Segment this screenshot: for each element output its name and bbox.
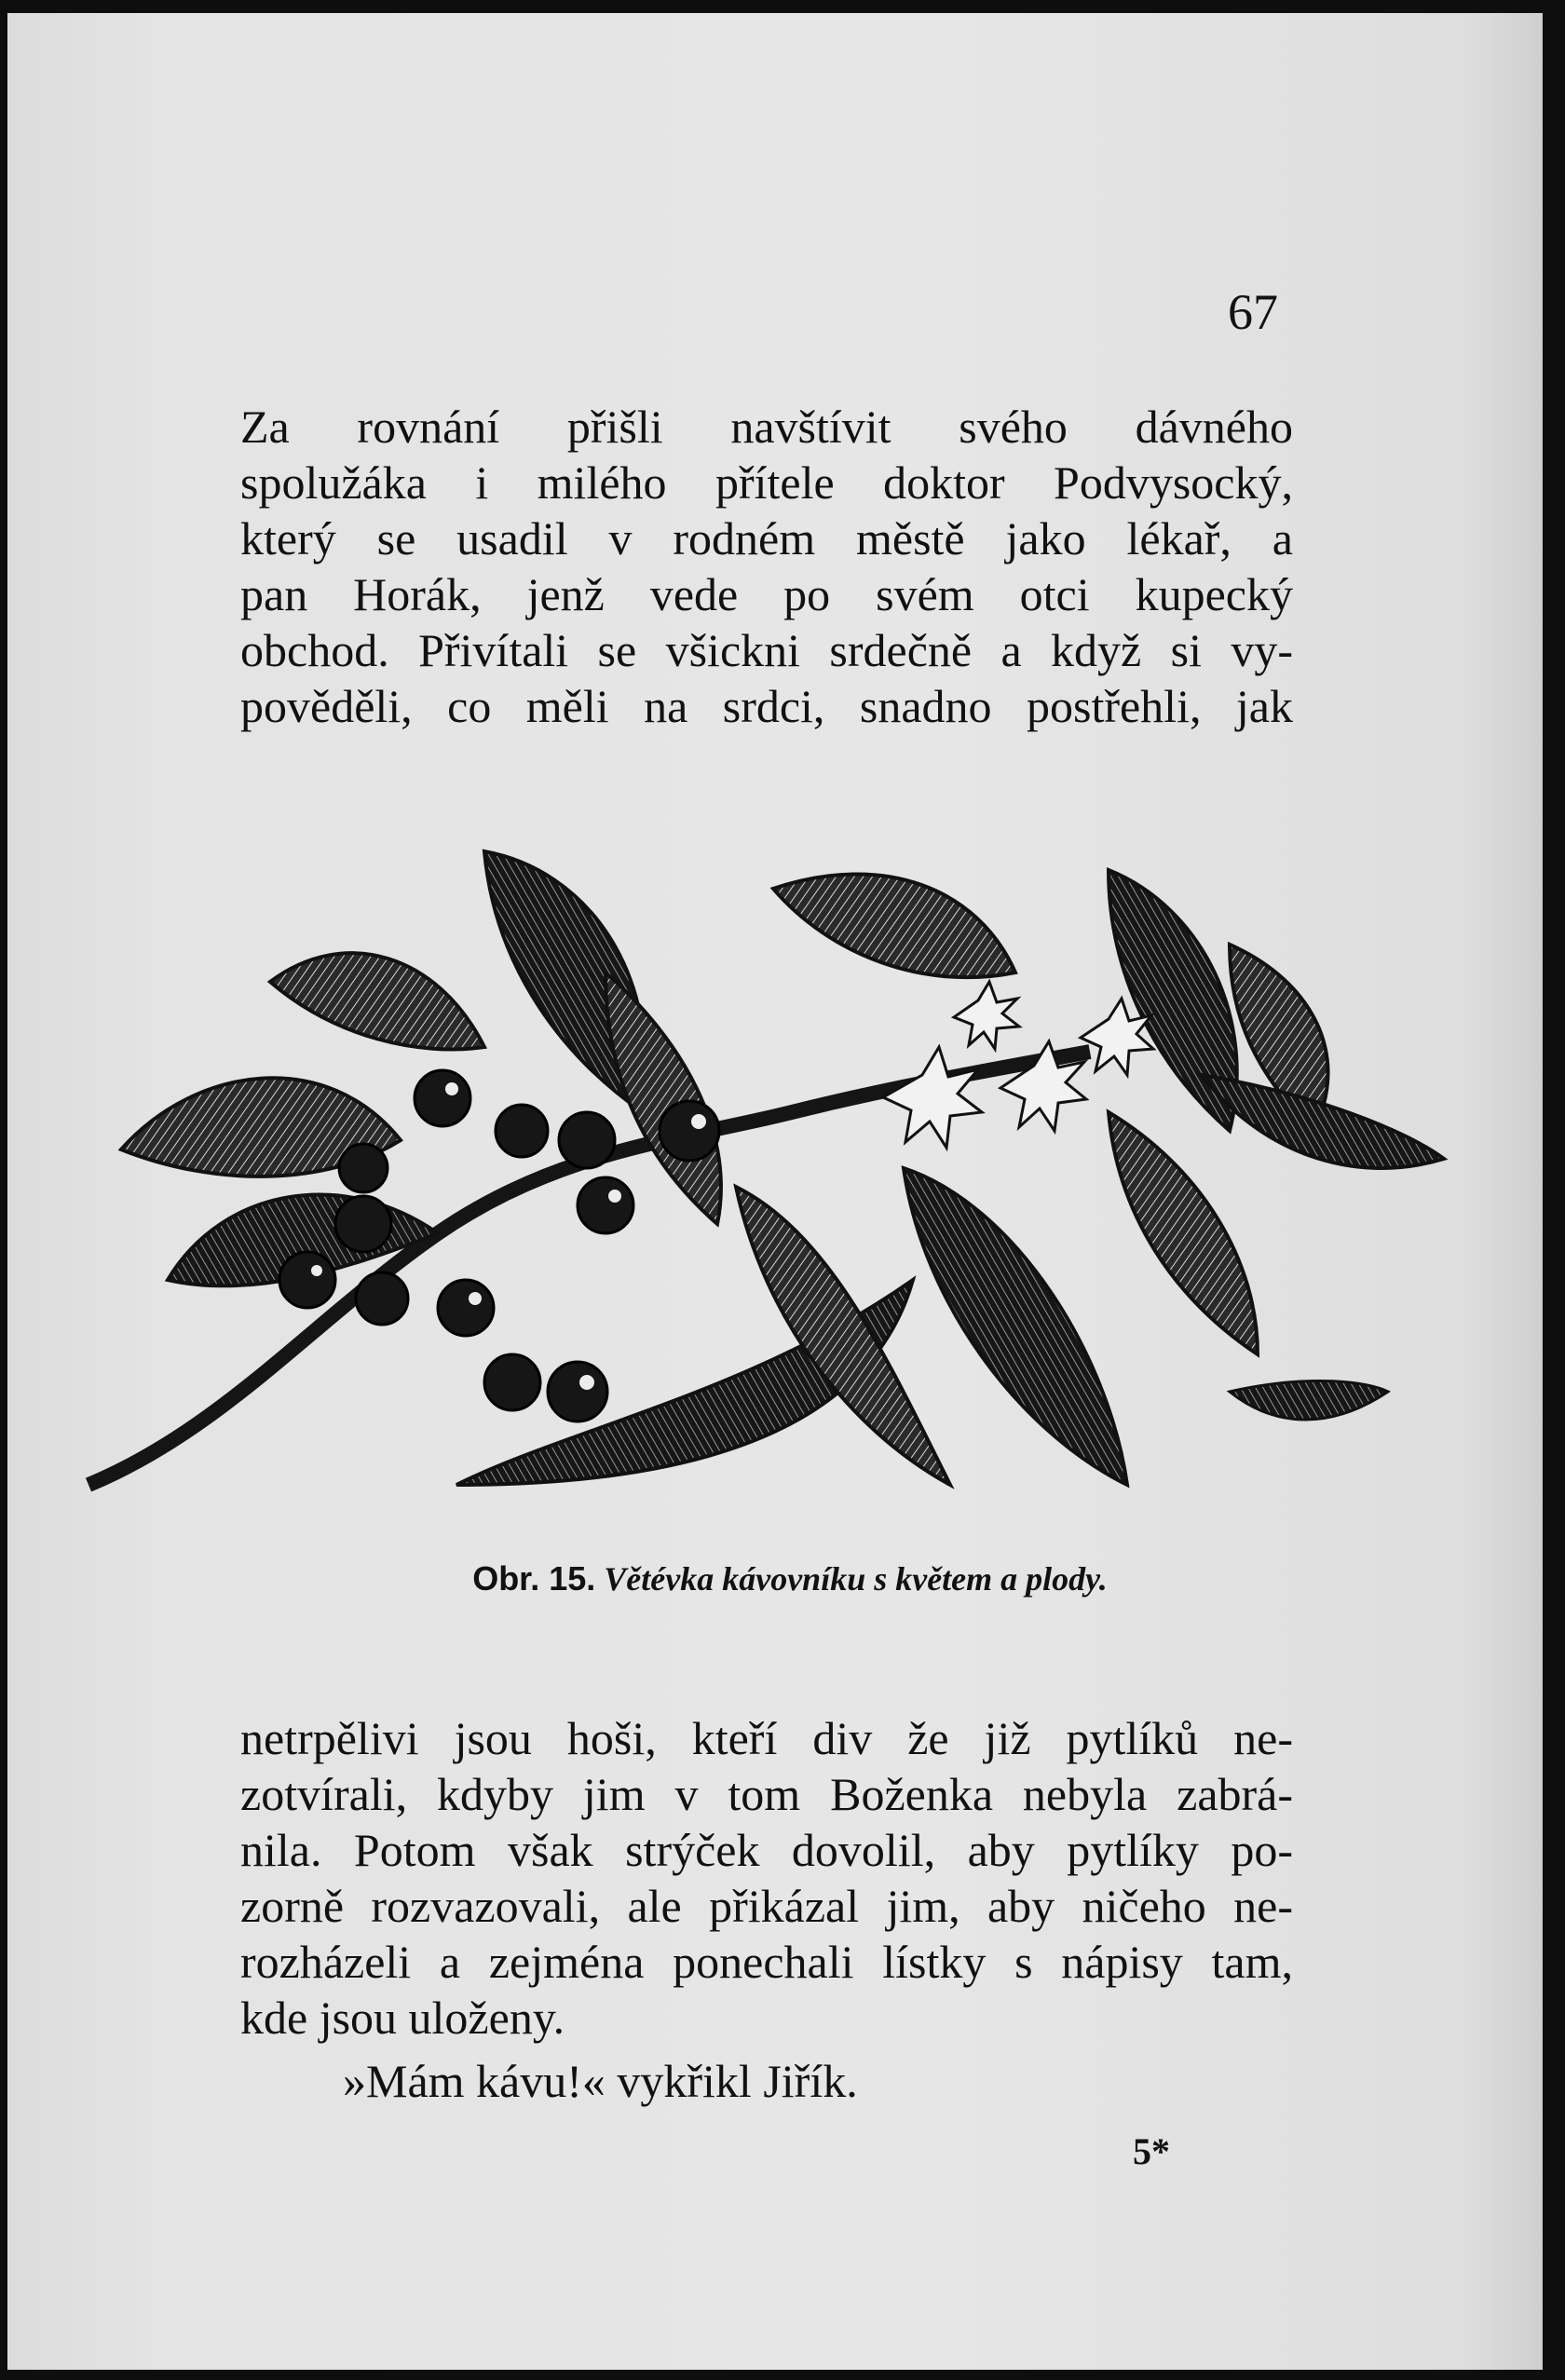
signature-mark: 5* (1133, 2130, 1170, 2172)
text-line: obchod. Přivítali se všickni srdečně a když si vy- (240, 624, 1293, 676)
figure-caption (7, 1559, 1565, 1598)
text-line: pan Horák, jenž vede po svém otci kupecký (240, 568, 1293, 620)
text-line: pověděli, co měli na srdci, snadno postřehli, jak (240, 680, 1293, 732)
book-page (7, 13, 1543, 2370)
text-line: nila. Potom však strýček dovolil, aby pytlíky po- (240, 1824, 1293, 1876)
paragraph-top (240, 399, 1293, 734)
exclamation-line: »Mám kávu!« vykřikl Jiřík. (343, 2055, 858, 2107)
coffee-branch-illustration (84, 833, 1481, 1541)
text-line: zotvírali, kdyby jim v tom Boženka nebyla zabrá- (240, 1768, 1293, 1820)
caption-number: Obr. 15. (472, 1559, 596, 1598)
caption-text: Větévka kávovníku s květem a plody. (604, 1560, 1108, 1598)
text-line: který se usadil v rodném městě jako lékař, a (240, 512, 1293, 564)
text-line: zorně rozvazovali, ale přikázal jim, aby ničeho ne- (240, 1880, 1293, 1932)
text-line: spolužáka i milého přítele doktor Podvysocký, (240, 456, 1293, 509)
text-line: rozházeli a zejména ponechali lístky s nápisy tam, (240, 1936, 1293, 1988)
text-line: netrpělivi jsou hoši, kteří div že již pytlíků ne- (240, 1712, 1293, 1764)
text-line: kde jsou uloženy. (240, 1992, 565, 2044)
paragraph-bottom (240, 1710, 1293, 2046)
text-line: Za rovnání přišli navštívit svého dávného (240, 401, 1293, 453)
page-number: 67 (1228, 284, 1278, 340)
